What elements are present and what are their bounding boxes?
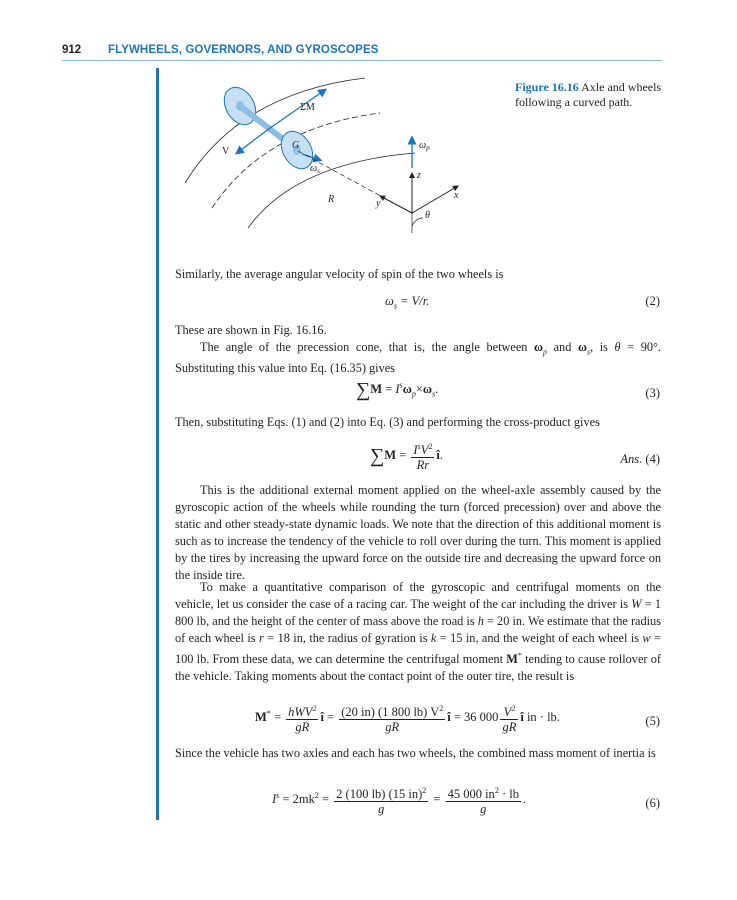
label-y: y <box>376 198 381 209</box>
figure-label: Figure 16.16 <box>515 80 579 94</box>
y-axis <box>380 196 412 213</box>
chapter-title: FLYWHEELS, GOVERNORS, AND GYROSCOPES <box>108 44 379 56</box>
label-omega-s: $\omega_s$ <box>310 163 320 175</box>
label-v: V <box>222 146 230 157</box>
equation-number-3: (3) <box>645 386 660 400</box>
section-margin-bar <box>156 68 159 820</box>
page-number: 912 <box>62 44 82 56</box>
label-omega-p: $\omega_p$ <box>419 140 430 152</box>
equation-3: $\sum M = I^s\omega_p\times\omega_s$. <box>356 379 439 401</box>
equation-number-2: (2) <box>645 294 660 308</box>
figure-caption-text: Axle and wheels following a curved path. <box>515 80 662 109</box>
moment-arrow <box>270 90 325 128</box>
label-z: z <box>417 170 421 181</box>
label-r: R <box>328 194 335 205</box>
equation-4: ∑M = $\frac{I^sV^2}{Rr}$ î. <box>370 442 443 473</box>
figure-axle-wheels <box>180 68 480 248</box>
paragraph-1: Similarly, the average angular velocity of spin of the two wheels is <box>175 267 504 281</box>
velocity-arrow <box>237 128 270 153</box>
header-rule <box>62 60 662 61</box>
x-axis <box>412 186 458 213</box>
paragraph-6: To make a quantitative comparison of the gyroscopic and centrifugal moments on the vehicle, let us consider the case of a racing car. The weight of the car including the driver is W = 1 800 lb, and the height of the center of mass above the road is h = 20 in. We estimate that the radius of each wheel is r = 18 in, the radius of gyration is k = 15 in, and the weight of each wheel is w = 100 lb. From these data, we can determine the centrifugal moment M* tending to cause rollover of the vehicle. Taking moments about the contact point of the outer tire, the result is <box>175 580 661 684</box>
equation-number-5: (5) <box>645 714 660 728</box>
label-x: x <box>454 190 459 201</box>
paragraph-5: This is the additional external moment applied on the wheel-axle assembly caused by the gyroscopic action of the wheels while rounding the turn (forced precession) over and above the static and other steady-state dynamic loads. We note that the direction of this additional moment is such as to increase the tendency of the vehicle to roll over during the turn. This moment is applied by the tires by increasing the upward force on the outside tire and decreasing the upward force on the inside tire. <box>175 483 661 582</box>
label-g: G <box>292 140 300 151</box>
paragraph-4: Then, substituting Eqs. (1) and (2) into Eq. (3) and performing the cross-product gives <box>175 415 600 429</box>
label-sum-m: ΣM <box>300 102 315 113</box>
label-theta: θ <box>425 210 430 221</box>
paragraph-3: The angle of the precession cone, that is, the angle between $\omega_p$ and $\omega_s$, is θ = 90°. Substituting this value into Eq. (16.35) gives <box>175 340 661 376</box>
paragraph-2: These are shown in Fig. 16.16. <box>175 323 327 337</box>
equation-2: $\omega_s = V/r$. <box>385 294 430 311</box>
equation-number-6: (6) <box>645 796 660 810</box>
equation-5: M* = $\frac{hWV^2}{gR}$ î = $\frac{(20 in) (1 800 lb) V^2}{gR}$ î = 36 000 $\frac{V^2}{gR}$ î in · lb. <box>255 704 560 735</box>
equation-6: $I^s = 2mk^2$ = $\frac{2 (100 lb) (15 in)^2}{g}$ = $\frac{45 000 in^2 \cdot lb}{g}$ . <box>272 786 527 817</box>
paragraph-7: Since the vehicle has two axles and each has two wheels, the combined mass moment of inertia is <box>175 746 656 760</box>
figure-caption <box>515 80 685 110</box>
equation-number-4: Ans. (4) <box>620 452 660 466</box>
